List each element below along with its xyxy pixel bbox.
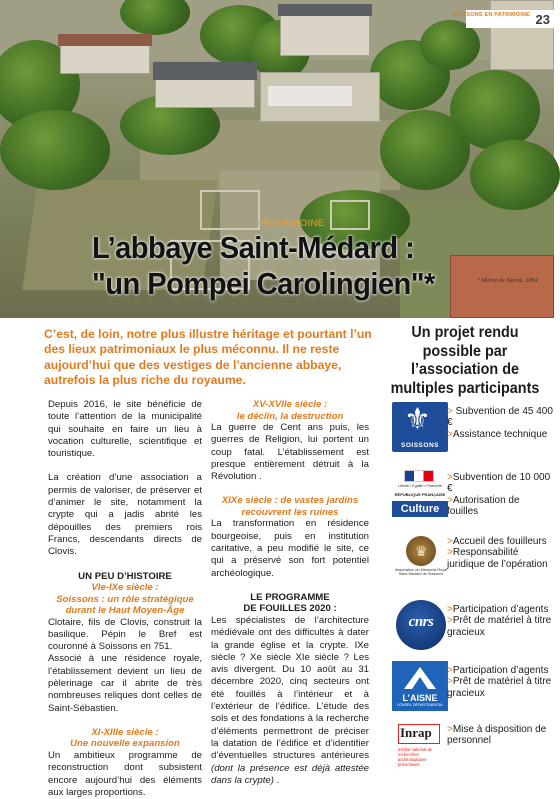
paragraph: La création d’une association a permis de valoriser, de préserver et d’animer le site, notamment la crypte qui a jadis abrité les dépouilles des premiers rois Francs, descendants directs de Clovis. <box>48 472 202 558</box>
logo-text: cnrs <box>408 614 434 630</box>
french-flag-icon <box>404 470 434 482</box>
crown-icon: ♛ <box>415 543 428 559</box>
sidebar-title: Un projet rendu possible par l’association de multiples participants <box>390 324 540 397</box>
aisne-triangle-inner-icon <box>412 677 428 689</box>
partners-sidebar <box>376 318 554 784</box>
section-heading-program: DE FOUILLES 2020 : <box>243 603 337 615</box>
logo-text: Liberté • Égalité • Fraternité <box>398 484 442 488</box>
partner-contribution <box>447 724 553 747</box>
paragraph-text: Les spécialistes de l’architecture médiévale ont des difficultés à dater la grande église et la crypte. IXe siècle ? Xe siècle XIe siècle ? Les avis divergent. Du 10 août au 31 décembre 2020, cinq secteurs ont été fouillés à l’intérieur et à l’extérieur de l’édifice. L’étude des sols et des fondations à la recherche d’éléments permettront de préciser la datation de l’édifice et d’identifier d’éventuelles structures antérieures <box>211 614 369 762</box>
logo-text: Institut national de recherches archéologiques préventives <box>398 747 432 767</box>
logo-text: RÉPUBLIQUE FRANÇAISE <box>394 492 446 497</box>
logo-text: SOISSONS <box>401 442 439 449</box>
arrow-icon: > <box>447 494 453 506</box>
soissons-logo <box>392 402 448 452</box>
logo-text: Inrap <box>400 725 432 740</box>
partner-contribution <box>447 604 553 638</box>
article-intro: C’est, de loin, notre plus illustre héritage et pourtant l’un des lieux patrimoniaux le plus méconnu. Il ne reste aujourd’hui que des vestiges de l’ancienne abbaye, autrefois la plus riche du royaume. <box>44 327 372 388</box>
contribution-line: >Accueil des fouilleurs <box>447 536 547 547</box>
culture-ministry-logo <box>392 468 448 518</box>
section-subheading: VIe-IXe siècle : <box>91 582 159 594</box>
logo-text: Association du Mémorial Royal Saint-Médard de Soissons <box>394 568 448 577</box>
paragraph: Un ambitieux programme de reconstruction dont subsistent encore aujourd’hui des éléments aux larges proportions. <box>48 749 202 798</box>
arrow-icon: > <box>447 428 453 440</box>
paragraph: Associé à une résidence royale, l’établissement devient un lieu de pèlerinage car il abrite de très nombreuses reliques dont celles de Saint-Sébastien. <box>48 653 202 714</box>
arrow-icon: > <box>447 547 453 559</box>
logo-text: Culture <box>392 501 448 517</box>
contribution-line: >Responsabilité juridique de l’opération <box>447 547 548 570</box>
contribution-line: >Subvention de 10 000 € <box>447 472 551 495</box>
hero-aerial-photo <box>0 0 554 318</box>
arrow-icon: > <box>447 615 453 627</box>
contribution-line: >Prêt de matériel à titre gracieux <box>447 615 552 638</box>
paragraph-end: . <box>273 774 280 786</box>
paragraph <box>211 615 369 787</box>
section-subheading: XI-XIIIe siècle : <box>91 726 159 738</box>
arrow-icon: > <box>447 604 453 615</box>
article-title: L’abbaye Saint-Médard : "un Pompei Carolingien"* <box>92 230 435 301</box>
aisne-logo <box>392 661 448 711</box>
arrow-icon: > <box>447 536 453 547</box>
association-logo <box>392 534 448 584</box>
arrow-icon: > <box>447 472 453 483</box>
section-subheading: Soissons : un rôle stratégique durant le Haut Moyen-Âge <box>56 593 194 617</box>
paragraph: La transformation en résidence bourgeoise, puis en institution caritative, a peu modifié le site, ce qui a préservé son fort potentiel archéologique. <box>211 518 369 579</box>
section-heading-history: UN PEU D’HISTOIRE <box>78 570 172 582</box>
contribution-line: >Prêt de matériel à titre gracieux <box>447 676 552 699</box>
partner-contribution <box>447 665 553 699</box>
partner-contribution <box>447 472 553 517</box>
partner-contribution <box>447 536 553 570</box>
section-subheading: XIXe siècle : de vastes jardins recouvrent les ruines <box>221 495 359 518</box>
arrow-icon: > <box>447 406 453 417</box>
section-subheading: XV-XVIIe siècle : <box>252 399 328 410</box>
contribution-line: >Participation d’agents <box>447 604 549 615</box>
logo-text: CONSEIL DÉPARTEMENTAL <box>396 703 444 707</box>
logo-text: L’AISNE <box>402 693 438 703</box>
contribution-line: >Participation d’agents <box>447 665 549 676</box>
section-heading-program: LE PROGRAMME <box>250 591 330 603</box>
contribution-line: >Assistance technique <box>447 428 548 440</box>
article-column-1 <box>48 399 202 799</box>
photo-credit: * Michel de Nerval, 1854 <box>478 278 538 284</box>
contribution-line: >Autorisation de fouilles <box>447 494 520 517</box>
arrow-icon: > <box>447 724 453 735</box>
inrap-logo <box>392 722 448 772</box>
cnrs-logo <box>392 600 448 650</box>
partner-contribution <box>447 406 553 440</box>
magazine-name: SOISSONS EN PATRIMOINE <box>452 12 530 18</box>
section-subheading: Une nouvelle expansion <box>70 738 180 750</box>
paragraph-italic: (dont la présence est déjà attestée dans la crypte) <box>211 762 369 786</box>
arrow-icon: > <box>447 676 453 688</box>
page-number: 23 <box>535 12 550 27</box>
article-column-2 <box>211 399 369 787</box>
fleur-de-lis-icon: ⚜ <box>404 402 431 437</box>
paragraph: Clotaire, fils de Clovis, construit la basilique. Pépin le Bref est couronné à Soissons en 751. <box>48 616 202 653</box>
paragraph: Depuis 2016, le site bénéficie de toute l’attention de la municipalité qui souhaite en faire un lieu à vocation culturelle, scientifique et touristique. <box>48 399 202 460</box>
section-subheading: le déclin, la destruction <box>236 410 344 422</box>
paragraph: La guerre de Cent ans puis, les guerres de Religion, lui portent un coup fatal. L’établissement est presque entièrement détruit à la Révolution . <box>211 422 369 483</box>
contribution-line: >Mise à disposition de personnel <box>447 724 547 747</box>
rubric-tag: #PATRIMOINE <box>258 218 325 229</box>
contribution-line: > Subvention de 45 400 € <box>447 406 553 429</box>
arrow-icon: > <box>447 665 453 676</box>
